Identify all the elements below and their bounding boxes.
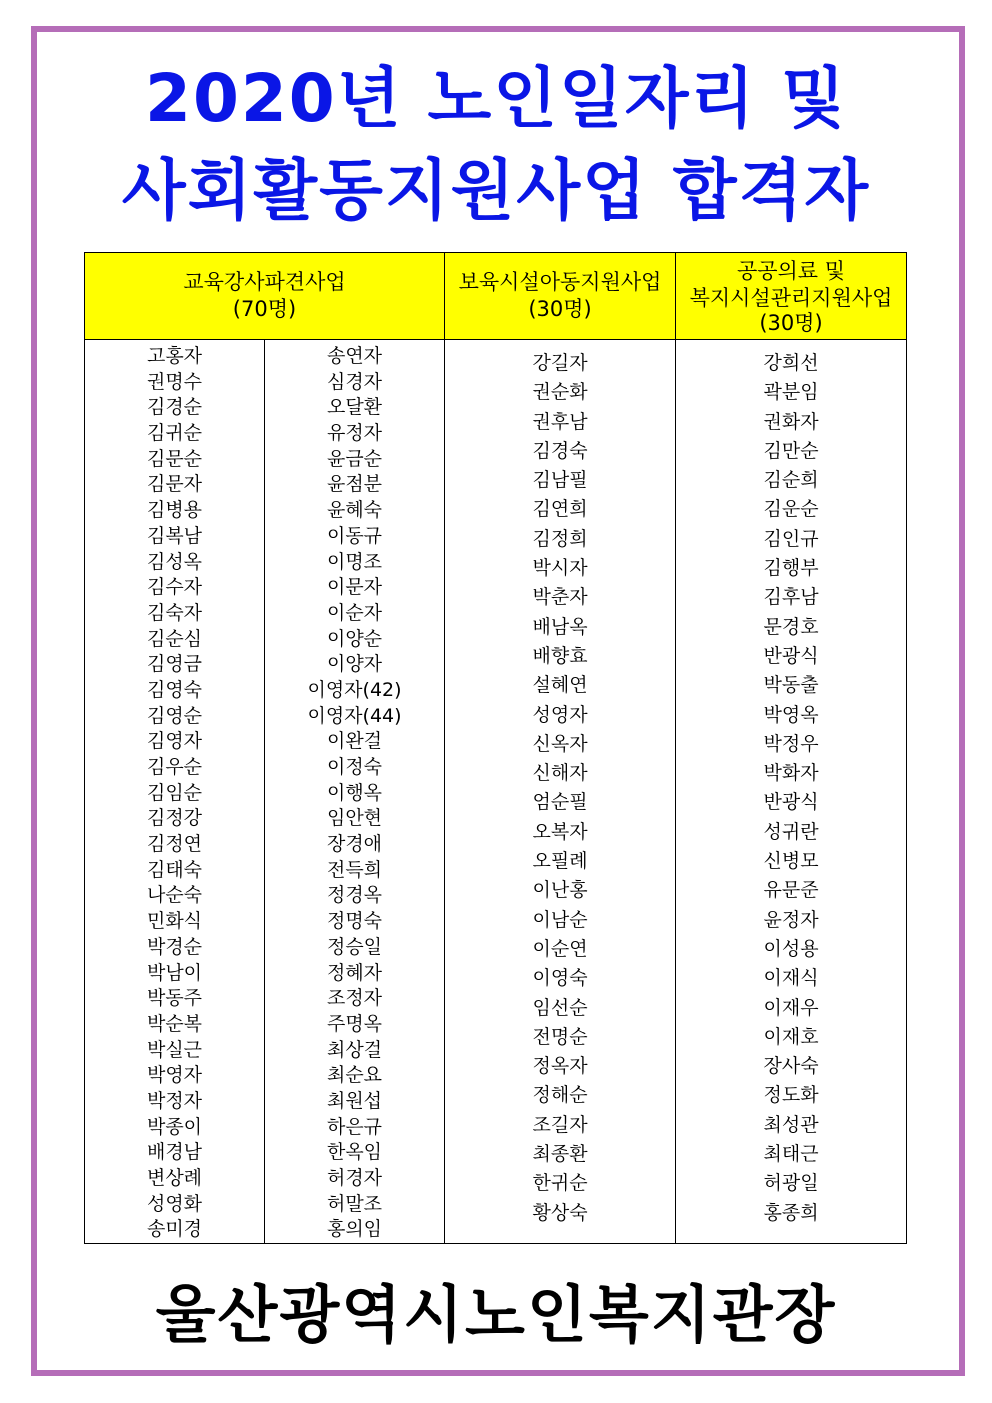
name-entry: 김성옥 [146, 550, 203, 573]
name-entry: 윤점분 [326, 473, 383, 496]
name-entry: 김정연 [146, 833, 203, 856]
name-entry: 전명순 [532, 1025, 588, 1048]
name-entry: 송미경 [146, 1218, 203, 1241]
name-entry: 박동주 [146, 987, 203, 1010]
header-childcare-title: 보육시설아동지원사업 [458, 270, 662, 294]
name-entry: 허말조 [326, 1192, 383, 1215]
name-entry: 한귀순 [532, 1172, 588, 1195]
name-entry: 권후남 [532, 410, 588, 433]
name-entry: 이명조 [326, 550, 383, 573]
title-line-1: 2020년 노인일자리 및 [145, 60, 847, 137]
name-entry: 김순심 [146, 627, 203, 650]
name-entry: 윤금순 [326, 447, 383, 470]
name-entry: 이순자 [326, 601, 383, 624]
name-entry: 이영자(42) [307, 678, 402, 701]
name-entry: 권화자 [763, 410, 819, 433]
name-entry: 임선순 [532, 996, 588, 1019]
name-entry: 배향효 [532, 644, 588, 667]
name-entry: 박종이 [146, 1115, 203, 1138]
name-entry: 박남이 [146, 961, 203, 984]
name-entry: 설혜연 [532, 674, 588, 697]
name-entry: 박춘자 [532, 586, 588, 609]
name-entry: 장사숙 [763, 1055, 819, 1078]
name-entry: 김영금 [146, 653, 203, 676]
name-entry: 김운순 [763, 498, 819, 521]
name-entry: 반광식 [763, 791, 819, 814]
name-entry: 박실근 [146, 1038, 203, 1061]
name-entry: 신병모 [763, 850, 819, 873]
name-entry: 김정강 [146, 807, 203, 830]
name-entry: 박순복 [146, 1012, 203, 1035]
header-education-title: 교육강사파견사업 [183, 270, 346, 294]
name-entry: 김태숙 [146, 858, 203, 881]
name-entry: 김인규 [763, 527, 819, 550]
name-entry: 강희선 [763, 352, 819, 374]
name-entry: 고홍자 [146, 345, 203, 367]
name-entry: 김경숙 [532, 439, 588, 462]
name-entry: 이정숙 [326, 756, 383, 778]
name-entry: 김임순 [146, 781, 203, 804]
name-entry: 홍종희 [763, 1201, 819, 1224]
footer-issuer: 울산광역시노인복지관장 [155, 1278, 837, 1351]
name-entry: 박정우 [763, 732, 819, 755]
name-entry: 이순연 [532, 937, 588, 960]
name-entry: 이남순 [532, 908, 588, 931]
name-entry: 이영자(44) [307, 704, 402, 727]
name-entry: 전득희 [326, 858, 383, 881]
name-entry: 배남옥 [532, 615, 588, 638]
name-entry: 나순숙 [146, 884, 203, 907]
name-entry: 이양순 [326, 627, 383, 650]
name-entry: 이영숙 [532, 967, 588, 990]
name-entry: 조길자 [532, 1113, 588, 1136]
header-education [85, 253, 445, 340]
name-entry: 정혜자 [326, 961, 383, 984]
name-entry: 김행부 [763, 557, 819, 580]
name-entry: 허광일 [763, 1172, 819, 1195]
header-welfare-title-1: 공공의료 및 [736, 259, 846, 283]
name-entry: 성영화 [146, 1192, 203, 1215]
name-entry: 김병용 [146, 499, 203, 522]
name-entry: 김후남 [763, 586, 819, 609]
name-entry: 주명옥 [326, 1012, 383, 1035]
name-entry: 정경옥 [326, 884, 383, 907]
name-entry: 김남필 [532, 469, 588, 492]
name-entry: 심경자 [326, 370, 383, 393]
name-entry: 김영숙 [146, 678, 203, 701]
name-entry: 김경순 [146, 396, 203, 419]
name-entry: 박영옥 [763, 703, 819, 726]
name-entry: 김복남 [146, 524, 203, 547]
name-entry: 유정자 [326, 422, 383, 445]
name-entry: 김영자 [146, 730, 203, 753]
name-entry: 유문준 [763, 879, 819, 902]
name-entry: 성영자 [532, 703, 588, 726]
name-entry: 김숙자 [146, 601, 203, 624]
name-entry: 홍의임 [326, 1218, 383, 1241]
name-entry: 하은규 [326, 1115, 383, 1138]
welfare-col [676, 340, 907, 1244]
name-entry: 최성관 [763, 1113, 819, 1136]
name-entry: 배경남 [146, 1141, 203, 1164]
name-entry: 김영순 [146, 704, 203, 727]
name-entry: 최순요 [326, 1064, 383, 1087]
name-entry: 박정자 [146, 1089, 203, 1112]
name-entry: 박화자 [763, 762, 819, 785]
name-entry: 한옥임 [326, 1141, 383, 1164]
name-entry: 박경순 [146, 935, 203, 958]
name-entry: 이난홍 [532, 879, 588, 902]
name-entry: 김연희 [532, 498, 588, 521]
name-entry: 변상례 [146, 1167, 203, 1189]
header-childcare [445, 253, 676, 340]
education-col-a [85, 340, 265, 1244]
name-entry: 이재호 [763, 1025, 819, 1048]
name-entry: 박시자 [532, 557, 588, 580]
title-line-2: 사회활동지원사업 합격자 [121, 152, 871, 229]
name-entry: 윤정자 [763, 908, 819, 931]
name-entry: 엄순필 [532, 791, 588, 814]
name-entry: 최원섭 [326, 1089, 383, 1112]
name-entry: 송연자 [326, 345, 383, 367]
name-entry: 박동출 [763, 674, 819, 697]
name-entry: 이동규 [326, 524, 383, 547]
header-education-count: (70명) [232, 297, 297, 321]
name-entry: 권명수 [146, 370, 203, 393]
header-welfare [676, 253, 907, 340]
name-entry: 이양자 [326, 653, 383, 676]
childcare-col [445, 340, 676, 1244]
name-entry: 정승일 [326, 935, 383, 958]
name-entry: 성귀란 [763, 820, 819, 843]
name-entry: 곽분임 [763, 381, 819, 404]
education-col-b [265, 340, 445, 1244]
name-entry: 권순화 [532, 381, 588, 404]
name-entry: 이완걸 [326, 730, 383, 753]
header-welfare-title-2: 복지시설관리지원사업 [689, 286, 893, 310]
name-entry: 장경애 [326, 833, 383, 856]
name-entry: 정해순 [532, 1084, 588, 1107]
name-entry: 강길자 [532, 352, 588, 374]
name-entry: 반광식 [763, 644, 819, 667]
name-entry: 정명숙 [326, 910, 383, 933]
name-entry: 이성용 [763, 937, 819, 960]
name-entry: 최상걸 [326, 1038, 383, 1061]
name-entry: 박영자 [146, 1064, 203, 1087]
name-entry: 황상숙 [532, 1201, 588, 1224]
name-entry: 김문자 [146, 473, 203, 496]
name-entry: 김정희 [532, 527, 588, 550]
name-entry: 정도화 [763, 1084, 819, 1107]
name-entry: 오필례 [532, 850, 588, 873]
name-entry: 김우순 [146, 756, 203, 778]
name-entry: 이재식 [763, 967, 819, 990]
name-entry: 이행옥 [326, 781, 383, 804]
name-entry: 문경호 [763, 615, 819, 638]
name-entry: 허경자 [326, 1167, 383, 1189]
name-entry: 김문순 [146, 447, 203, 470]
name-entry: 윤혜숙 [326, 499, 383, 522]
name-entry: 이재우 [763, 996, 819, 1019]
name-entry: 최종환 [532, 1143, 588, 1166]
name-entry: 이문자 [326, 576, 383, 599]
name-entry: 민화식 [146, 910, 203, 933]
name-entry: 최태근 [763, 1143, 819, 1166]
name-entry: 오달환 [326, 396, 383, 419]
name-entry: 김수자 [146, 576, 203, 599]
name-entry: 김만순 [763, 439, 819, 462]
name-entry: 임안현 [326, 807, 383, 830]
results-table [84, 252, 907, 1244]
name-entry: 정옥자 [532, 1055, 588, 1078]
name-entry: 신옥자 [532, 732, 588, 755]
name-entry: 김순희 [763, 469, 819, 492]
header-welfare-count: (30명) [759, 311, 823, 335]
name-entry: 김귀순 [146, 422, 203, 445]
name-entry: 신해자 [532, 762, 588, 785]
header-childcare-count: (30명) [528, 297, 592, 321]
name-entry: 조정자 [326, 987, 383, 1010]
name-entry: 오복자 [532, 820, 588, 843]
